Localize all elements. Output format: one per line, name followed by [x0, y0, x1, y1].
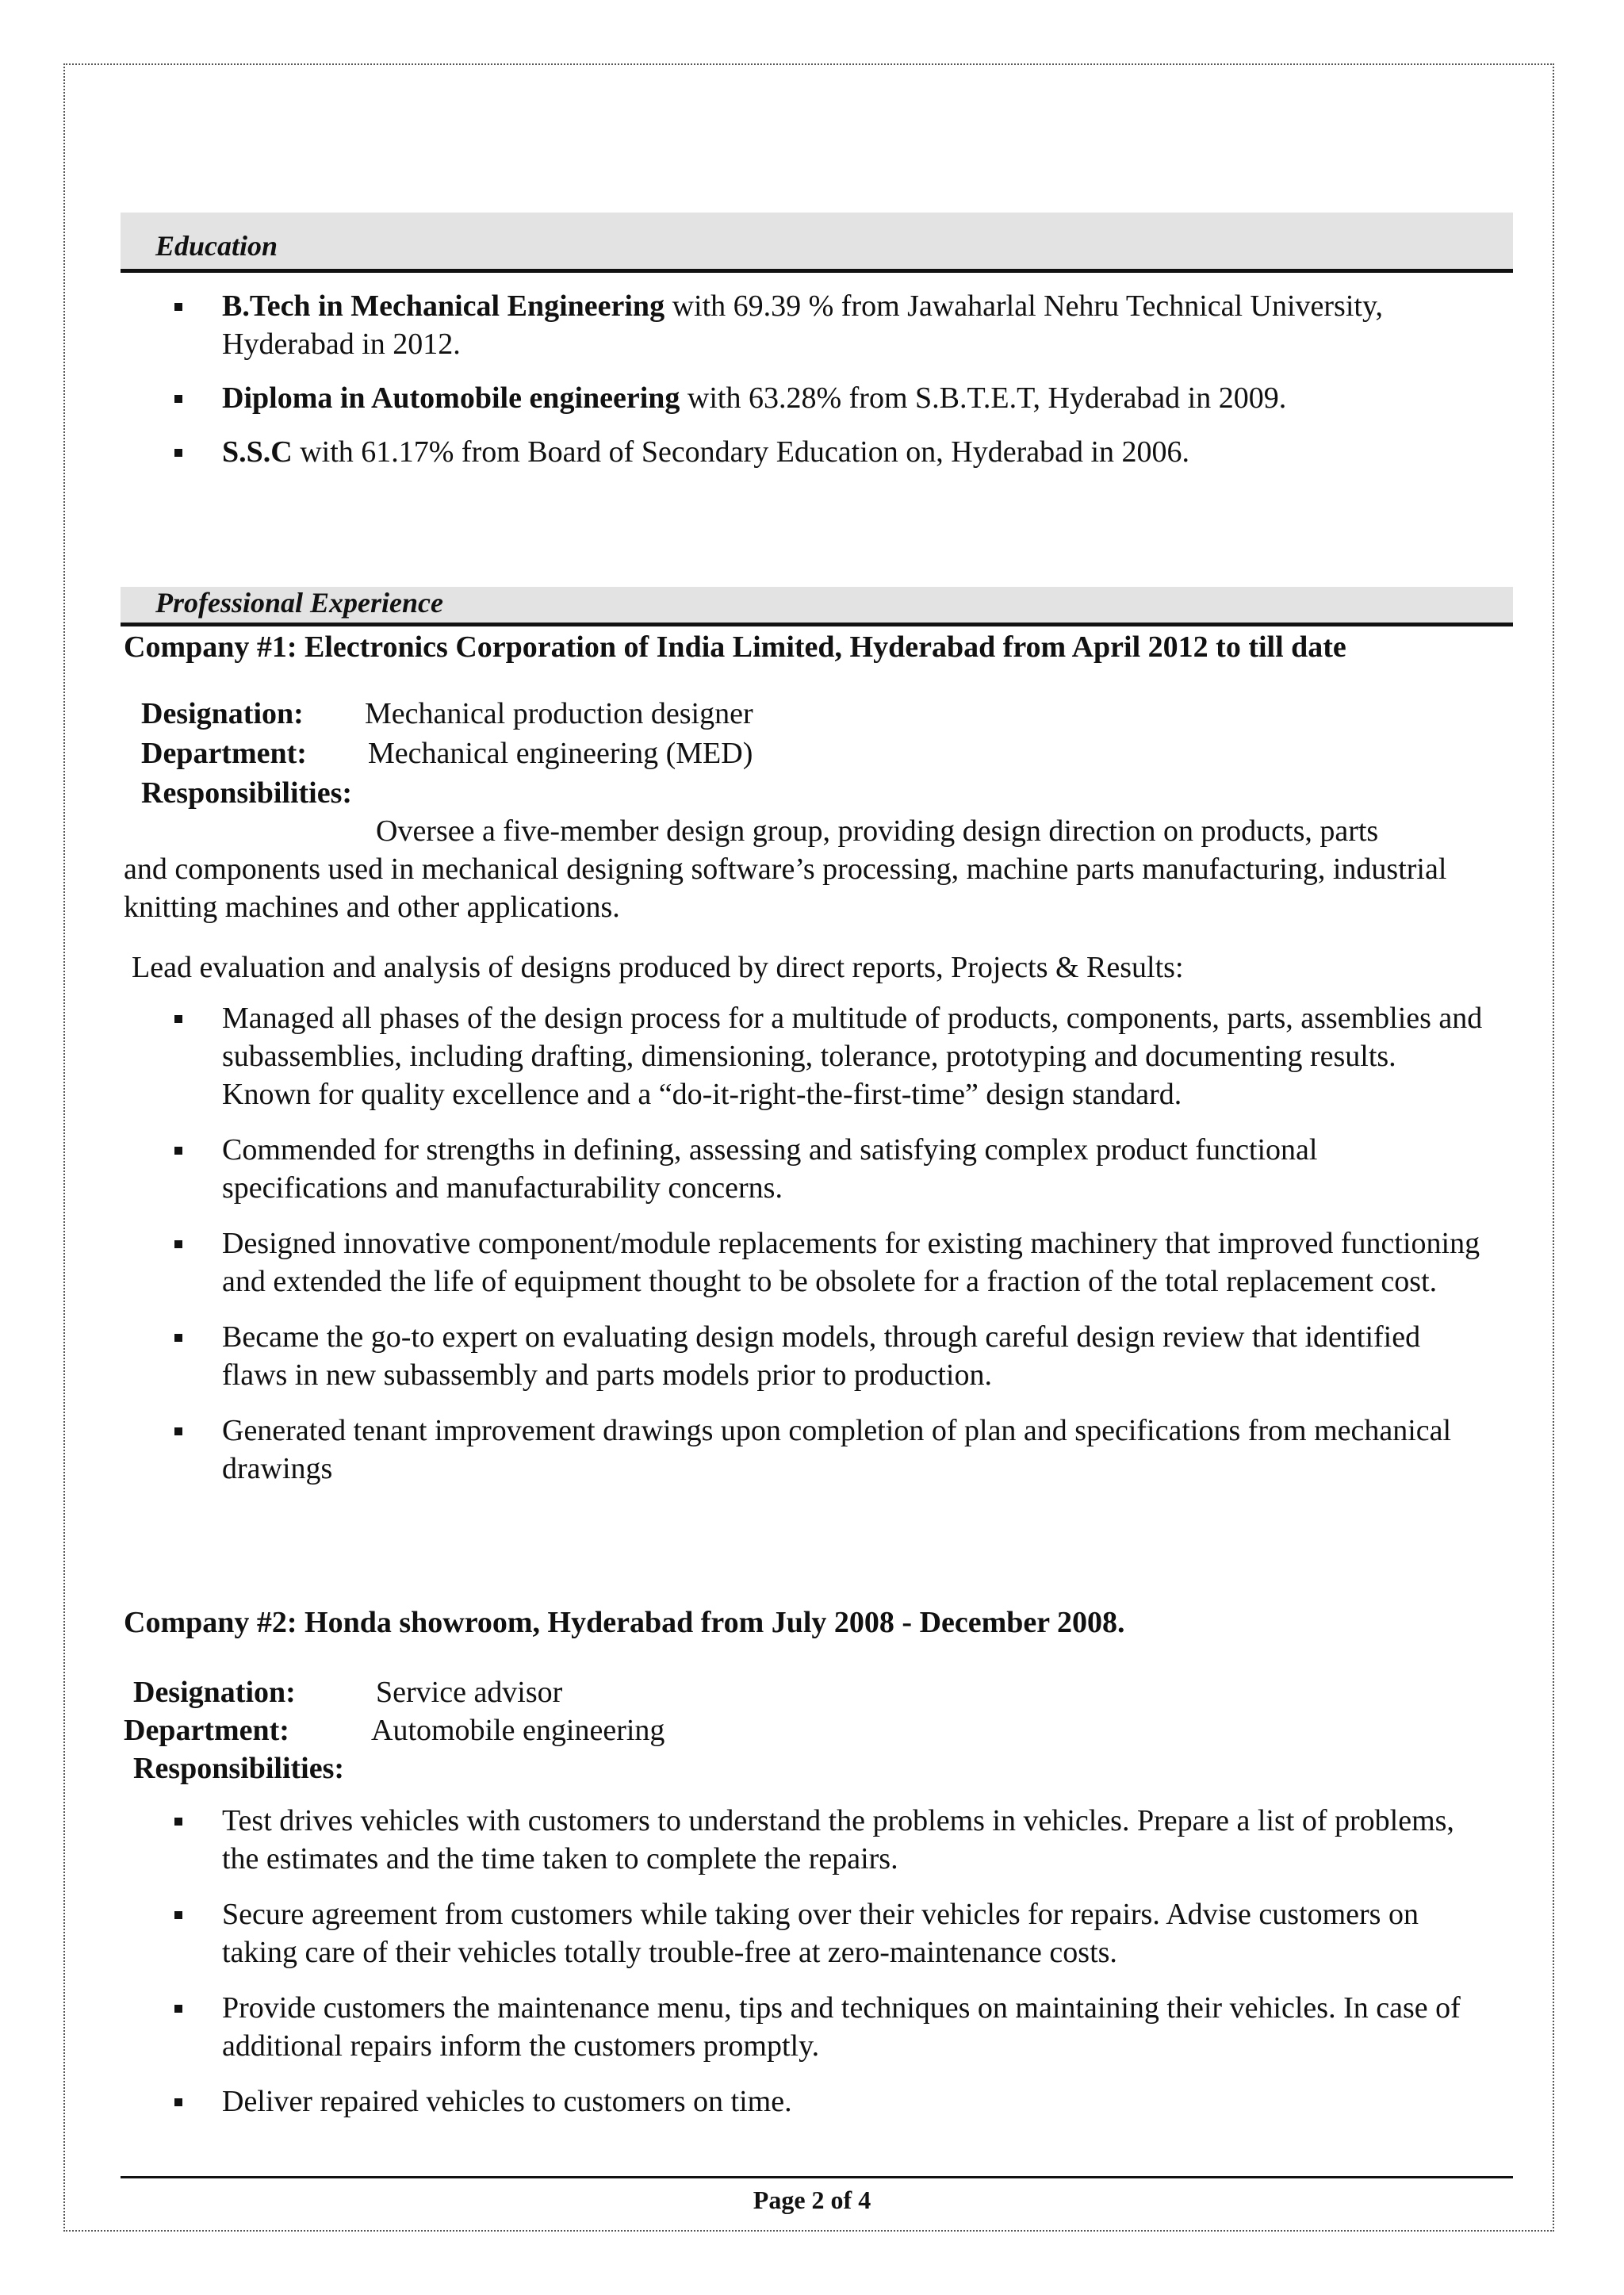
education-title: Education: [155, 230, 278, 262]
education-item: Diploma in Automobile engineering with 63.28% from S.B.T.E.T, Hyderabad in 2009.: [121, 379, 1484, 417]
company1-designation-row: [141, 695, 753, 733]
responsibility-item: Generated tenant improvement drawings upon completion of plan and specifications from mechanical drawings: [121, 1412, 1484, 1488]
company2-responsibilities-label: Responsibilities:: [133, 1752, 345, 1785]
company2-responsibility-list: [121, 1802, 1484, 2121]
responsibility-item: Deliver repaired vehicles to customers on time.: [121, 2082, 1484, 2121]
responsibility-item: Managed all phases of the design process for a multitude of products, components, parts, assemblies and subassemblies, including drafting, dimensioning, tolerance, prototyping and documenting results. Known for quality excellence and a “do-it-right-the-first-time” design standard.: [121, 999, 1484, 1113]
experience-title: Professional Experience: [155, 587, 443, 619]
company2-heading: Company #2: Honda showroom, Hyderabad from July 2008 - December 2008.: [124, 1606, 1125, 1639]
education-list: [121, 287, 1484, 471]
responsibility-item: Secure agreement from customers while taking over their vehicles for repairs. Advise customers on taking care of their vehicles totally trouble-free at zero-maintenance costs.: [121, 1895, 1484, 1971]
department-value: Mechanical engineering (MED): [368, 737, 753, 770]
designation-value: Service advisor: [376, 1676, 563, 1709]
responsibility-item: Designed innovative component/module replacements for existing machinery that improved functioning and extended the life of equipment thought to be obsolete for a fraction of the total replacement cost.: [121, 1224, 1484, 1301]
department-label: Department:: [124, 1714, 289, 1747]
company1-paragraph-rest: and components used in mechanical designing software’s processing, machine parts manufacturing, industrial knitting machines and other applications.: [124, 852, 1447, 924]
page-number: Page 2 of 4: [753, 2186, 871, 2214]
company2-department-row: [124, 1711, 665, 1749]
education-header: [121, 213, 1513, 273]
company2-designation-row: [133, 1673, 562, 1711]
designation-label: Designation:: [141, 697, 304, 730]
footer-divider: [121, 2176, 1513, 2178]
department-label: Department:: [141, 737, 307, 770]
company1-department-row: [141, 734, 753, 772]
designation-value: Mechanical production designer: [365, 697, 753, 730]
education-item: S.S.C with 61.17% from Board of Secondary Education on, Hyderabad in 2006.: [121, 433, 1484, 471]
responsibility-item: Provide customers the maintenance menu, tips and techniques on maintaining their vehicles. In case of additional repairs inform the customers promptly.: [121, 1989, 1484, 2065]
education-item: B.Tech in Mechanical Engineering with 69.39 % from Jawaharlal Nehru Technical University, Hyderabad in 2012.: [121, 287, 1484, 363]
company1-lead-line: Lead evaluation and analysis of designs produced by direct reports, Projects & Results:: [132, 951, 1184, 984]
designation-label: Designation:: [133, 1676, 296, 1709]
responsibility-item: Commended for strengths in defining, assessing and satisfying complex product functional specifications and manufacturability concerns.: [121, 1131, 1484, 1207]
responsibility-item: Test drives vehicles with customers to understand the problems in vehicles. Prepare a list of problems, the estimates and the time taken to complete the repairs.: [121, 1802, 1484, 1878]
company1-paragraph-line1: Oversee a five-member design group, providing design direction on products, parts: [376, 814, 1379, 848]
company1-responsibility-list: [121, 999, 1484, 1488]
responsibility-item: Became the go-to expert on evaluating design models, through careful design review that identified flaws in new subassembly and parts models prior to production.: [121, 1318, 1484, 1394]
company1-responsibilities-label: Responsibilities:: [141, 776, 353, 810]
department-value: Automobile engineering: [371, 1714, 665, 1747]
company1-heading: Company #1: Electronics Corporation of India Limited, Hyderabad from April 2012 to till date: [124, 630, 1346, 664]
experience-header: [121, 587, 1513, 626]
